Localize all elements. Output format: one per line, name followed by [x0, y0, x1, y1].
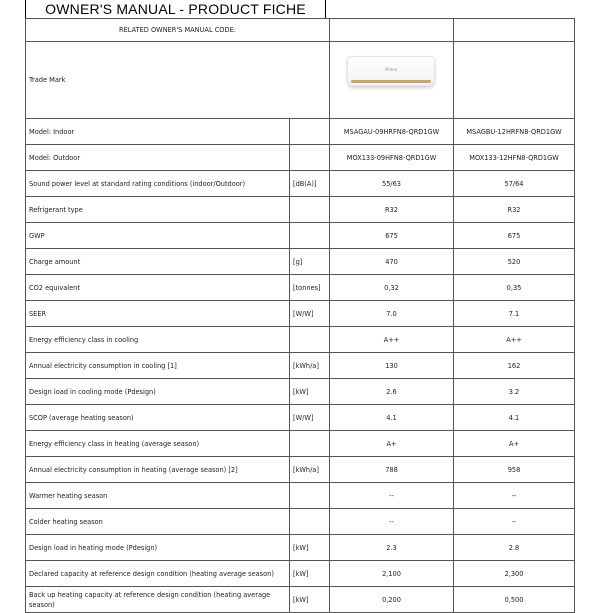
spec-value-model-2: --	[454, 509, 575, 535]
spec-row	[26, 379, 575, 405]
spec-value-model-2: MSAGBU-12HRFN8-QRD1GW	[454, 119, 575, 145]
spec-value-model-1: 2,100	[330, 561, 454, 587]
product-fiche-table	[25, 18, 575, 613]
spec-unit: [kW]	[290, 379, 330, 405]
spec-value-model-1: 4.1	[330, 405, 454, 431]
spec-row	[26, 561, 575, 587]
spec-unit: [g]	[290, 249, 330, 275]
spec-value-model-1: 0,32	[330, 275, 454, 301]
air-vent-strip	[351, 80, 431, 83]
manual-code-value-1	[330, 19, 454, 42]
spec-row	[26, 535, 575, 561]
brand-logo: Midea	[385, 67, 398, 72]
spec-unit: [kW]	[290, 535, 330, 561]
spec-unit	[290, 431, 330, 457]
spec-label: Colder heating season	[26, 509, 290, 535]
spec-value-model-1: --	[330, 509, 454, 535]
spec-row	[26, 457, 575, 483]
spec-label: GWP	[26, 223, 290, 249]
spec-value-model-1: 788	[330, 457, 454, 483]
spec-unit: [kWh/a]	[290, 353, 330, 379]
spec-value-model-1: MOX133-09HFN8-QRD1GW	[330, 145, 454, 171]
spec-unit: [kWh/a]	[290, 457, 330, 483]
spec-value-model-2: 958	[454, 457, 575, 483]
spec-row	[26, 145, 575, 171]
spec-value-model-2: 520	[454, 249, 575, 275]
spec-row	[26, 301, 575, 327]
spec-unit	[290, 223, 330, 249]
spec-value-model-1: 675	[330, 223, 454, 249]
spec-label: Sound power level at standard rating conditions (indoor/Outdoor)	[26, 171, 290, 197]
spec-value-model-2: MOX133-12HFN8-QRD1GW	[454, 145, 575, 171]
spec-label: Annual electricity consumption in cooling [1]	[26, 353, 290, 379]
spec-value-model-2: 0,500	[454, 587, 575, 613]
spec-value-model-1: MSAGAU-09HRFN8-QRD1GW	[330, 119, 454, 145]
spec-value-model-1: 130	[330, 353, 454, 379]
spec-value-model-2: 4.1	[454, 405, 575, 431]
spec-label: SEER	[26, 301, 290, 327]
spec-value-model-1: --	[330, 483, 454, 509]
spec-value-model-2: 3.2	[454, 379, 575, 405]
spec-row	[26, 223, 575, 249]
spec-value-model-2: --	[454, 483, 575, 509]
spec-unit	[290, 197, 330, 223]
spec-row	[26, 483, 575, 509]
spec-value-model-2: 162	[454, 353, 575, 379]
spec-label: Energy efficiency class in cooling	[26, 327, 290, 353]
spec-value-model-2: 7.1	[454, 301, 575, 327]
spec-value-model-1: 0,200	[330, 587, 454, 613]
spec-unit	[290, 509, 330, 535]
spec-label: Model: Outdoor	[26, 145, 290, 171]
spec-value-model-2: 0,35	[454, 275, 575, 301]
spec-row	[26, 509, 575, 535]
spec-value-model-2: R32	[454, 197, 575, 223]
spec-unit: [kW]	[290, 587, 330, 613]
spec-value-model-2: 57/64	[454, 171, 575, 197]
spec-value-model-1: A+	[330, 431, 454, 457]
spec-label: Warmer heating season	[26, 483, 290, 509]
spec-unit: [W/W]	[290, 301, 330, 327]
spec-value-model-2: A+	[454, 431, 575, 457]
product-image-cell	[330, 42, 454, 119]
spec-unit: [kW]	[290, 561, 330, 587]
spec-row	[26, 119, 575, 145]
manual-code-row	[26, 19, 575, 42]
spec-value-model-1: A++	[330, 327, 454, 353]
spec-unit	[290, 145, 330, 171]
spec-row	[26, 249, 575, 275]
spec-unit	[290, 119, 330, 145]
spec-row	[26, 327, 575, 353]
trademark-label: Trade Mark	[26, 42, 330, 119]
spec-row	[26, 353, 575, 379]
spec-value-model-1: 2.3	[330, 535, 454, 561]
manual-code-value-2	[454, 19, 575, 42]
spec-value-model-1: 55/63	[330, 171, 454, 197]
spec-label: Design load in heating mode (Pdesign)	[26, 535, 290, 561]
spec-value-model-2: 2.8	[454, 535, 575, 561]
page-title: OWNER'S MANUAL - PRODUCT FICHE	[25, 0, 326, 19]
trademark-value-2	[454, 42, 575, 119]
spec-value-model-1: 7.0	[330, 301, 454, 327]
spec-value-model-1: R32	[330, 197, 454, 223]
spec-unit: [W/W]	[290, 405, 330, 431]
spec-label: Refrigerant type	[26, 197, 290, 223]
spec-unit	[290, 327, 330, 353]
spec-label: Annual electricity consumption in heating (average season) [2]	[26, 457, 290, 483]
spec-unit	[290, 483, 330, 509]
spec-row	[26, 197, 575, 223]
trademark-row	[26, 42, 575, 119]
manual-code-label: RELATED OWNER'S MANUAL CODE:	[26, 19, 330, 42]
spec-row	[26, 405, 575, 431]
spec-unit: [dB(A)]	[290, 171, 330, 197]
air-conditioner-image	[347, 56, 435, 86]
spec-value-model-2: 675	[454, 223, 575, 249]
spec-label: Model: Indoor	[26, 119, 290, 145]
spec-label: Charge amount	[26, 249, 290, 275]
spec-value-model-2: A++	[454, 327, 575, 353]
spec-row	[26, 431, 575, 457]
spec-row	[26, 171, 575, 197]
spec-label: SCOP (average heating season)	[26, 405, 290, 431]
spec-row	[26, 275, 575, 301]
spec-value-model-2: 2,300	[454, 561, 575, 587]
spec-label: CO2 equivalent	[26, 275, 290, 301]
spec-label: Design load in cooling mode (Pdesign)	[26, 379, 290, 405]
spec-label: Back up heating capacity at reference design condition (heating average season)	[26, 587, 290, 613]
spec-value-model-1: 2.6	[330, 379, 454, 405]
spec-unit: [tonnes]	[290, 275, 330, 301]
spec-value-model-1: 470	[330, 249, 454, 275]
spec-label: Energy efficiency class in heating (average season)	[26, 431, 290, 457]
spec-label: Declared capacity at reference design condition (heating average season)	[26, 561, 290, 587]
